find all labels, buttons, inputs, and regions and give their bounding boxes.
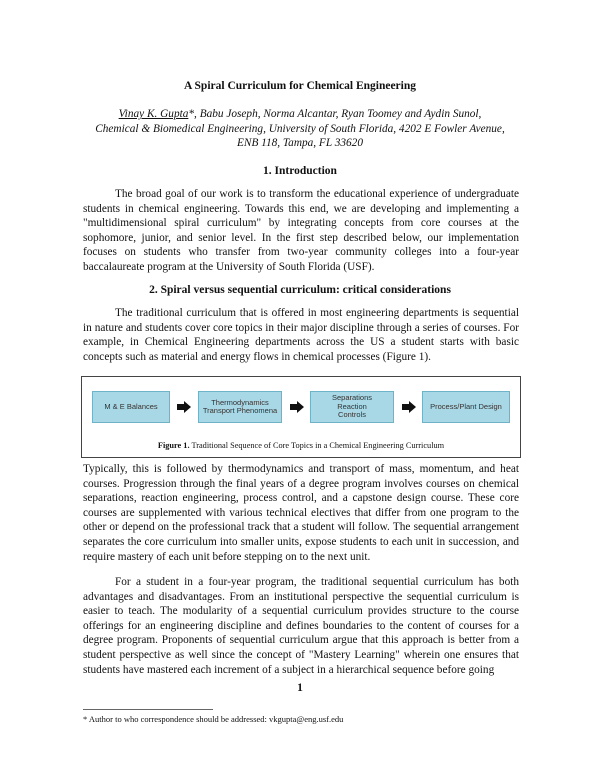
paper-title: A Spiral Curriculum for Chemical Engineering: [183, 80, 417, 92]
flow-box-balances: M & E Balances: [92, 391, 170, 423]
author-block: [60, 107, 540, 151]
flow-box-design: Process/Plant Design: [422, 391, 510, 423]
page-number: 1: [297, 682, 303, 694]
introduction-paragraph: The broad goal of our work is to transform the educational experience of undergraduate students in chemical engineering. Towards this end, we are developing and implementing a "multidimensional spiral curriculum" by integrating concepts from core courses at the sophomore, junior, and senior level. In the first step described below, our implementation focuses on students who transfer from two-year community colleges into a four-year baccalaureate program at the University of South Florida (USF).: [83, 188, 519, 273]
author-line-1: [60, 107, 540, 122]
figure-1-caption: [82, 441, 520, 450]
flow-box-separations: Separations Reaction Controls: [310, 391, 394, 423]
section-2-paragraph-2: Typically, this is followed by thermodynamics and transport of mass, momentum, and heat courses. Progression through the final years of a degree program involves courses on chemical separations, reaction engineering, process control, and a capstone design course. These core courses are supplemented with various technical electives that differ from one program to the other or depend on the professional track that a student will follow. The sequential arrangement separates the core curriculum into smaller units, expose students to each unit in succession, and require mastery of each unit before stepping on to the next unit.: [83, 463, 519, 563]
section-2-paragraph-3: For a student in a four-year program, the traditional sequential curriculum has both advantages and disadvantages. From an institutional perspective the sequential curriculum is easier to teach. The modularity of a sequential curriculum provides structure to the course offerings for an engineering discipline and defines boundaries to the content of courses for a degree program. Proponents of sequential curriculum argue that this approach is better from a student perspective as well since the concept of "Mastery Learning" wherein one ensures that students have mastered each increment of a subject in a hierarchical sequence before going: [83, 576, 519, 676]
flow-box-thermo-transport: Thermodynamics Transport Phenomena: [198, 391, 282, 423]
lead-author[interactable]: Vinay K. Gupta: [118, 108, 189, 120]
figure-1: [81, 376, 521, 458]
address-line: ENB 118, Tampa, FL 33620: [237, 137, 363, 150]
arrow-right-icon: [402, 401, 416, 413]
section-2-paragraph-1: The traditional curriculum that is offered in most engineering departments is sequential in nature and students cover core topics in their major discipline through a series of courses. For example, in Chemical Engineering departments across the US a student starts with basic concepts such as material and energy flows in chemical processes (Figure 1).: [83, 307, 519, 363]
co-authors: *, Babu Joseph, Norma Alcantar, Ryan Toomey and Aydin Sunol,: [188, 108, 482, 120]
section-1-heading: 1. Introduction: [263, 165, 337, 177]
footnote-divider: [83, 709, 213, 710]
affiliation-line: Chemical & Biomedical Engineering, University of South Florida, 4202 E Fowler Avenue,: [95, 122, 505, 135]
figure-label: Figure 1.: [157, 441, 190, 450]
figure-1-flow: [82, 377, 520, 437]
arrow-right-icon: [177, 401, 191, 413]
section-2-heading: 2. Spiral versus sequential curriculum: critical considerations: [149, 284, 451, 296]
arrow-right-icon: [290, 401, 304, 413]
figure-caption-text: Traditional Sequence of Core Topics in a Chemical Engineering Curriculum: [189, 441, 445, 450]
footnote: * Author to who correspondence should be addressed: vkgupta@eng.usf.edu: [83, 714, 344, 724]
